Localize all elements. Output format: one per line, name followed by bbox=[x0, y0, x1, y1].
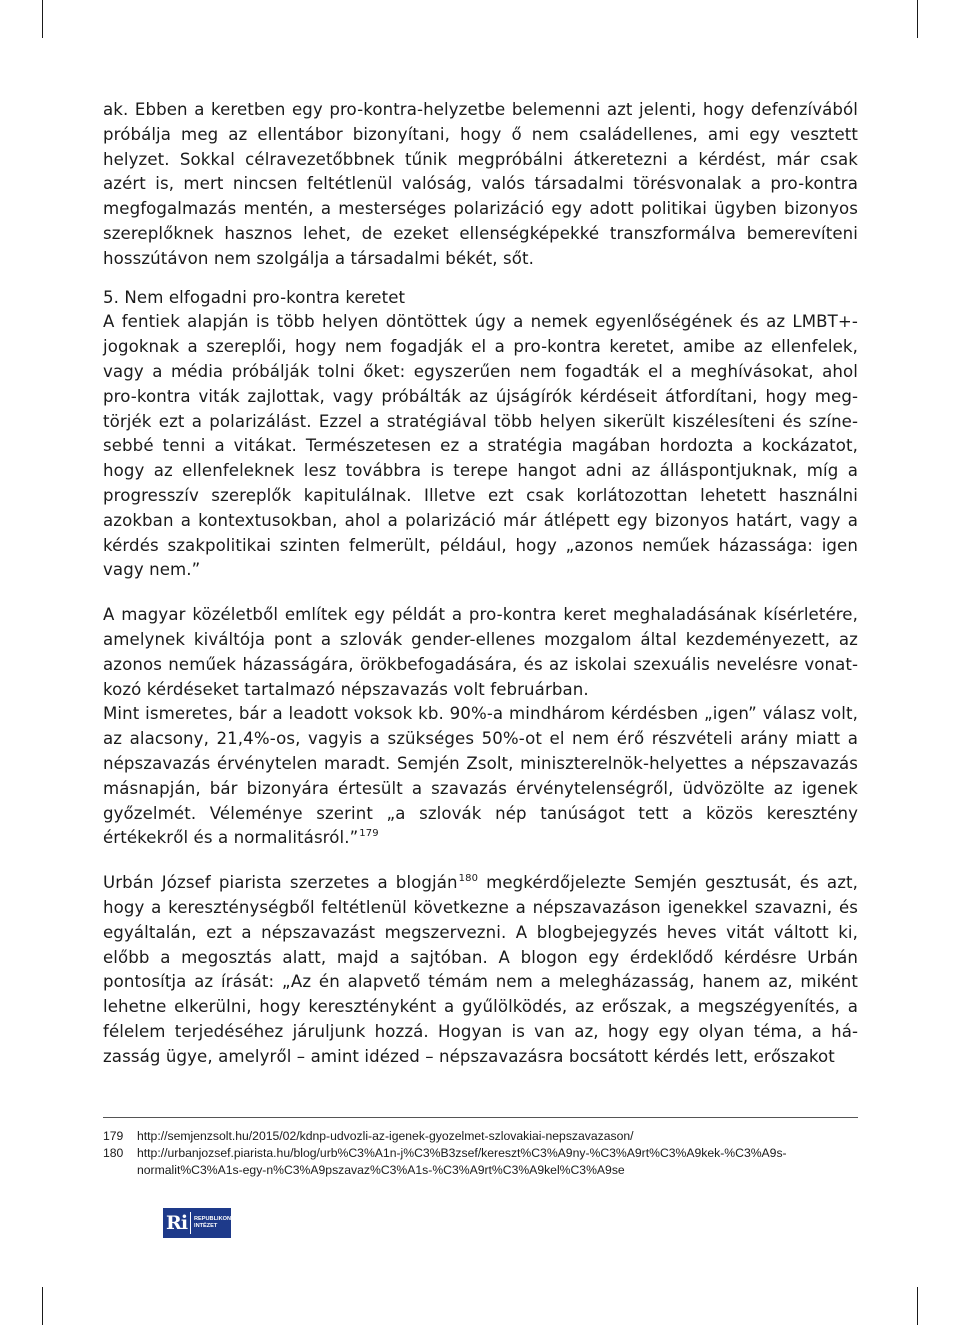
footnote-separator bbox=[103, 1117, 858, 1118]
footnote-link[interactable]: http://semjenzsolt.hu/2015/02/kdnp-udvozli-az-igenek-gyozelmet-szlovakiai-nepszavazason/ bbox=[137, 1129, 634, 1143]
footnote-ref-180[interactable]: 180 bbox=[458, 873, 479, 885]
crop-mark-top-right bbox=[917, 0, 918, 38]
footnote-179 bbox=[103, 1128, 863, 1145]
body-text bbox=[103, 98, 858, 1069]
crop-mark-top-left bbox=[42, 0, 43, 38]
paragraph-intro: ak. Ebben a keretben egy pro-kontra-helyzetbe belemenni azt jelenti, hogy defenzívából próbálja meg az ellentábor bizonyítani, hogy ő nem családellenes, ami egy vesztett helyzet. Sokkal célravezetőbbnek tűnik megpróbálni átkeretezni a kérdést, már csak azért is, mert nincsen feltétlenül valóság, valós társadalmi törésvonalak a pro-kontra megfogalmazás mentén, a mesterséges polarizáció egy adott politikai ügyben bizonyos szereplőknek hasznos lehet, de ezeket ellenségképekké transzformálva bemerevíteni hosszútávon nem szolgálja a társadalmi békét, sőt. bbox=[103, 100, 858, 268]
paragraph-strategy: A fentiek alapján is több helyen döntöttek úgy a nemek egyenlőségének és az LMBT+-jogoknak a szereplői, hogy nem fogadják el a pro-kontra keretet, amibe az ellenfelek, vagy a média próbálják tolni őket: egyszerűen nem fogadták el a meghívásokat, ahol pro-kontra viták zajlottak, vagy próbálták az újságírók kérdéseit átfordítani, hogy megtörjék ezt a polarizálást. Ezzel a stratégiával több helyen sikerült kiszélesíteni és színesebbé tenni a vitákat. Természetesen ez a stratégia magában hordozta a kockázatot, hogy az ellenfeleknek lesz továbbra is terepe hangot adni az álláspontjuknak, míg a progresszív szereplők kapitulálnak. Illetve ezt csak korlátozottan lehetett használni azokban a kontextusokban, ahol a polarizáció már átlépett egy bizonyos határt, vagy a kérdés szakpolitikai szinten felmerült, például, hogy „azonos neműek házassága: igen vagy nem.” bbox=[103, 312, 858, 580]
footnote-number: 180 bbox=[103, 1146, 124, 1160]
footnotes bbox=[103, 1128, 863, 1179]
footnote-number: 179 bbox=[103, 1129, 124, 1143]
paragraph-urban bbox=[103, 871, 858, 1069]
footnote-link-continuation[interactable]: normalit%C3%A1s-egy-n%C3%A9pszavaz%C3%A1s-%C3%A9rt%C3%A9kel%C3%A9se bbox=[137, 1163, 625, 1177]
logo-mark: Ri bbox=[166, 1212, 188, 1234]
paragraph-referendum-text: Mint ismeretes, bár a leadott voksok kb. 90%-a mindhárom kérdésben „igen” válasz volt, az alacsony, 21,4%-os, vagyis a szükséges 50%-ot el nem érő részvételi arány miatt a népszavazás érvénytelen maradt. Semjén Zsolt, miniszterelnök-helyettes a népszavazás másnapján, bár bizonyára értesült a szavazás érvénytelenségről, üdvözölte az igenek győzelmét. Véleménye szerint „a szlovák nép tanúságot tett a közös keresztény értékekről és a normalitásról.” bbox=[103, 704, 858, 848]
paragraph-urban-start: Urbán József piarista szerzetes a blogján bbox=[103, 873, 458, 893]
footnote-link[interactable]: http://urbanjozsef.piarista.hu/blog/urb%C3%A1n-j%C3%B3zsef/kereszt%C3%A9ny-%C3%A9rt%C3%A9kek-%C3%A9s- bbox=[137, 1146, 787, 1160]
republikon-logo bbox=[163, 1208, 231, 1238]
crop-mark-bottom-right bbox=[917, 1287, 918, 1325]
paragraph-example: A magyar közéletből említek egy példát a pro-kontra keret meghaladásának kísérletére, amelynek kiváltója pont a szlovák gender-ellenes mozgalom által kezdeményezett, az azonos neműek házasságára, örökbefogadására, és az iskolai szexuális nevelésre vonatkozó kérdéseket tartalmazó népszavazás volt februárban. bbox=[103, 605, 858, 699]
crop-mark-bottom-left bbox=[42, 1287, 43, 1325]
paragraph-urban-rest: megkérdőjelezte Semjén gesztusát, és azt, hogy a kereszténységből feltétlenül következne a népszavazáson igenekkel szavazni, és egyáltalán, ezt a népszavazást megszervezni. A blogbejegyzés heves vitát váltott ki, előbb a megosztás alatt, majd a sajtóban. A blogon egy érdeklődő kérdésre Urbán pontosítja az írását: „Az én alapvető témám nem a melegházasság, hanem az, miként lehetne elkerülni, hogy keresztényként a gyűlölködés, az erőszak, a megszégyenítés, a félelem terjedéséhez járuljunk hozzá. Hogyan is van az, hogy egy olyan téma, a házasság ügye, amelyről – amint idézed – népszavazásra bocsátott kérdés lett, erőszakot bbox=[103, 873, 858, 1066]
paragraph-referendum bbox=[103, 702, 858, 851]
footnote-180 bbox=[103, 1145, 863, 1162]
logo-line-1: REPUBLIKON bbox=[194, 1216, 231, 1222]
logo-divider bbox=[190, 1212, 191, 1234]
footnote-ref-179[interactable]: 179 bbox=[359, 828, 379, 840]
logo-wordmark bbox=[194, 1216, 231, 1230]
section-heading: 5. Nem elfogadni pro-kontra keretet bbox=[103, 287, 406, 307]
logo-line-2: INTÉZET bbox=[194, 1223, 218, 1229]
